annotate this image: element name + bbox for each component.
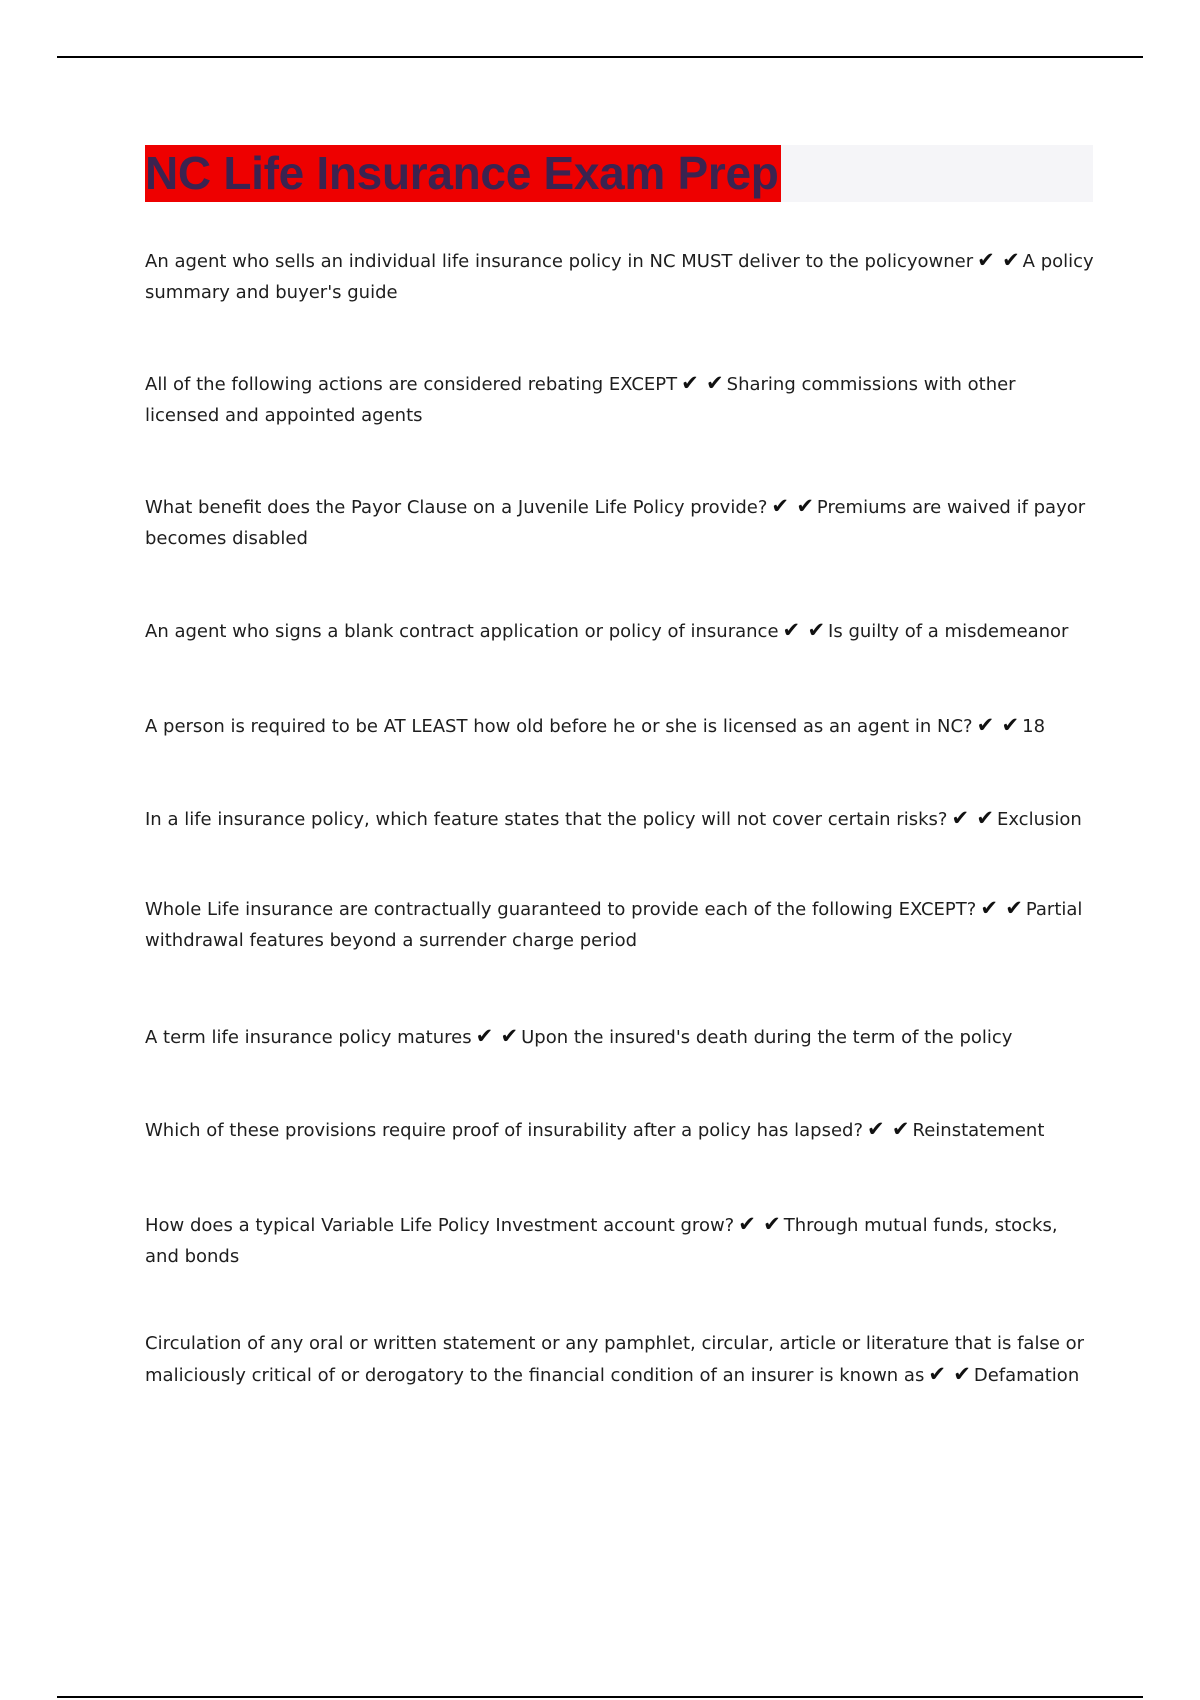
question-text: A person is required to be AT LEAST how old before he or she is licensed as an agent in NC? [145,716,973,737]
qa-item-5 [145,710,1095,742]
header-rule [57,56,1143,58]
answer-text: Exclusion [996,809,1082,830]
qa-item-4 [145,615,1095,647]
answer-marker [738,1212,781,1236]
question-text: All of the following actions are considered rebating EXCEPT [145,374,678,395]
answer-text: Through mutual funds, stocks, and bonds [145,1215,1058,1267]
check-icon: ✔ [977,248,995,272]
qa-item-6 [145,803,1095,835]
check-icon: ✔ [1001,713,1020,737]
question-text: What benefit does the Payor Clause on a Juvenile Life Policy provide? [145,497,768,518]
check-icon: ✔ [771,494,789,518]
check-icon: ✔ [980,896,998,920]
check-icon: ✔ [891,1117,910,1141]
answer-marker [928,1362,971,1386]
check-icon: ✔ [738,1212,756,1236]
document-title: NC Life Insurance Exam Prep [145,145,781,202]
question-text: In a life insurance policy, which feature states that the policy will not cover certain risks? [145,809,948,830]
answer-marker [867,1117,910,1141]
answer-text: Sharing commissions with other licensed and appointed agents [145,374,1016,426]
answer-text: A policy summary and buyer's guide [145,251,1094,303]
qa-item-8 [145,1021,1095,1053]
question-text: An agent who sells an individual life insurance policy in NC MUST deliver to the policyowner [145,251,974,272]
answer-text: Partial withdrawal features beyond a surrender charge period [145,899,1083,951]
qa-item-11 [145,1328,1095,1391]
qa-item-3 [145,491,1095,554]
answer-marker [977,248,1020,272]
check-icon: ✔ [953,1362,971,1386]
answer-marker [783,618,826,642]
check-icon: ✔ [782,618,801,642]
question-text: How does a typical Variable Life Policy Investment account grow? [145,1215,735,1236]
check-icon: ✔ [951,806,970,830]
answer-marker [476,1024,519,1048]
answer-marker [951,806,994,830]
check-icon: ✔ [475,1024,494,1048]
check-icon: ✔ [928,1362,946,1386]
answer-marker [977,713,1020,737]
question-text: Whole Life insurance are contractually guaranteed to provide each of the following EXCEPT? [145,899,977,920]
qa-item-1 [145,245,1095,308]
answer-text: Premiums are waived if payor becomes disabled [145,497,1086,549]
answer-text: 18 [1022,716,1046,737]
check-icon: ✔ [867,1117,885,1141]
check-icon: ✔ [763,1212,781,1236]
question-text: A term life insurance policy matures [145,1027,472,1048]
answer-text: Reinstatement [912,1120,1045,1141]
check-icon: ✔ [976,713,995,737]
check-icon: ✔ [1002,248,1020,272]
check-icon: ✔ [796,494,814,518]
check-icon: ✔ [807,618,826,642]
qa-item-7 [145,893,1095,956]
footer-rule [57,1696,1143,1698]
qa-item-10 [145,1209,1095,1272]
check-icon: ✔ [706,371,724,395]
answer-marker [681,371,724,395]
answer-text: Is guilty of a misdemeanor [828,621,1069,642]
question-text: Which of these provisions require proof of insurability after a policy has lapsed? [145,1120,863,1141]
answer-marker [980,896,1023,920]
check-icon: ✔ [976,806,994,830]
check-icon: ✔ [500,1024,519,1048]
qa-item-9 [145,1114,1095,1146]
check-icon: ✔ [681,371,699,395]
answer-marker [771,494,814,518]
check-icon: ✔ [1005,896,1023,920]
question-text: An agent who signs a blank contract application or policy of insurance [145,621,779,642]
answer-text: Upon the insured's death during the term of the policy [521,1027,1013,1048]
question-text: Circulation of any oral or written statement or any pamphlet, circular, article or literature that is false or maliciously critical of or derogatory to the financial condition of an insurer is known as [145,1333,1085,1386]
answer-text: Defamation [973,1365,1080,1386]
qa-item-2 [145,368,1095,431]
